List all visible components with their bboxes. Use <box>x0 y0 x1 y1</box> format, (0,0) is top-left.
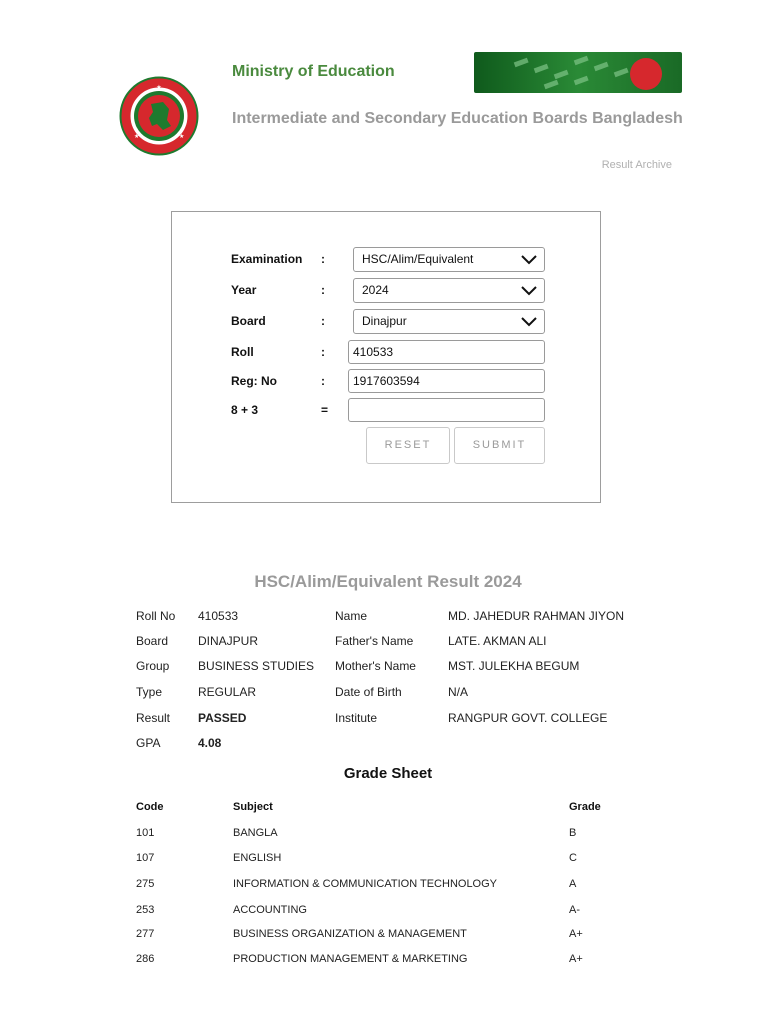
subject-grade: C <box>569 852 577 864</box>
group-value: BUSINESS STUDIES <box>198 659 315 673</box>
year-separator: : <box>321 283 325 297</box>
roll-label: Roll <box>231 345 254 359</box>
result-archive-link[interactable]: Result Archive <box>601 159 672 171</box>
subject-name: PRODUCTION MANAGEMENT & MARKETING <box>233 953 468 965</box>
examination-select[interactable] <box>353 247 545 272</box>
reg-no-input[interactable]: 1917603594 <box>348 369 545 393</box>
subject-code: 286 <box>136 953 155 965</box>
date-of-birth-label: Date of Birth <box>335 685 402 699</box>
board-label: Board <box>231 314 266 328</box>
gpa-value: 4.08 <box>198 736 222 750</box>
subject-code: 253 <box>136 904 155 916</box>
result-title: HSC/Alim/Equivalent Result 2024 <box>254 572 522 591</box>
result-label: Result <box>136 711 171 725</box>
examination-label: Examination <box>231 252 303 266</box>
roll-separator: : <box>321 345 325 359</box>
subject-grade: A+ <box>569 928 583 940</box>
year-select[interactable] <box>353 278 545 303</box>
name-label: Name <box>335 609 368 623</box>
name-value: MD. JAHEDUR RAHMAN JIYON <box>448 609 625 623</box>
examination-select-value: HSC/Alim/Equivalent <box>362 252 474 266</box>
grade-column-header: Grade <box>569 801 601 813</box>
date-of-birth-value: N/A <box>448 685 469 699</box>
board-select-value: Dinajpur <box>362 314 407 328</box>
roll-no-label: Roll No <box>136 609 176 623</box>
grade-sheet-title: Grade Sheet <box>343 765 433 782</box>
reg-no-separator: : <box>321 374 325 388</box>
institute-label: Institute <box>335 711 378 725</box>
subject-grade: A <box>569 878 577 890</box>
reset-button[interactable]: RESET <box>366 427 450 464</box>
mothers-name-label: Mother's Name <box>335 659 416 673</box>
captcha-label: 8 + 3 <box>231 403 259 417</box>
examination-separator: : <box>321 252 325 266</box>
board-separator: : <box>321 314 325 328</box>
subject-column-header: Subject <box>233 801 273 813</box>
submit-button[interactable]: SUBMIT <box>454 427 545 464</box>
roll-no-value: 410533 <box>198 609 239 623</box>
roll-input[interactable]: 410533 <box>348 340 545 364</box>
subject-grade: B <box>569 827 577 839</box>
type-label: Type <box>136 685 163 699</box>
ministry-title: Ministry of Education <box>232 63 395 80</box>
fathers-name-value: LATE. AKMAN ALI <box>448 634 547 648</box>
type-value: REGULAR <box>198 685 257 699</box>
subject-grade: A+ <box>569 953 583 965</box>
code-column-header: Code <box>136 801 164 813</box>
chevron-down-icon <box>521 255 537 265</box>
svg-text:★: ★ <box>134 133 140 140</box>
subject-code: 277 <box>136 928 155 940</box>
subject-code: 101 <box>136 827 155 839</box>
flag-banner-image <box>474 52 682 93</box>
board-result-label: Board <box>136 634 169 648</box>
reg-no-label: Reg: No <box>231 374 277 388</box>
board-select[interactable] <box>353 309 545 334</box>
captcha-input[interactable] <box>348 398 545 422</box>
svg-text:★: ★ <box>179 133 185 140</box>
captcha-separator: = <box>321 403 329 417</box>
subject-name: ACCOUNTING <box>233 904 307 916</box>
institute-value: RANGPUR GOVT. COLLEGE <box>448 711 608 725</box>
boards-title: Intermediate and Secondary Education Boards Bangladesh <box>232 110 683 127</box>
chevron-down-icon <box>521 317 537 327</box>
svg-text:★: ★ <box>156 84 162 91</box>
fathers-name-label: Father's Name <box>335 634 414 648</box>
chevron-down-icon <box>521 286 537 296</box>
gpa-label: GPA <box>136 736 161 750</box>
subject-name: ENGLISH <box>233 852 282 864</box>
mothers-name-value: MST. JULEKHA BEGUM <box>448 659 580 673</box>
subject-name: BANGLA <box>233 827 278 839</box>
subject-grade: A- <box>569 904 580 916</box>
year-label: Year <box>231 283 257 297</box>
subject-name: BUSINESS ORGANIZATION & MANAGEMENT <box>233 928 467 940</box>
group-label: Group <box>136 659 170 673</box>
board-result-value: DINAJPUR <box>198 634 259 648</box>
subject-name: INFORMATION & COMMUNICATION TECHNOLOGY <box>233 878 498 890</box>
subject-code: 107 <box>136 852 155 864</box>
subject-code: 275 <box>136 878 155 890</box>
government-seal-logo <box>119 76 199 156</box>
result-status-value: PASSED <box>198 711 247 725</box>
year-select-value: 2024 <box>362 283 389 297</box>
